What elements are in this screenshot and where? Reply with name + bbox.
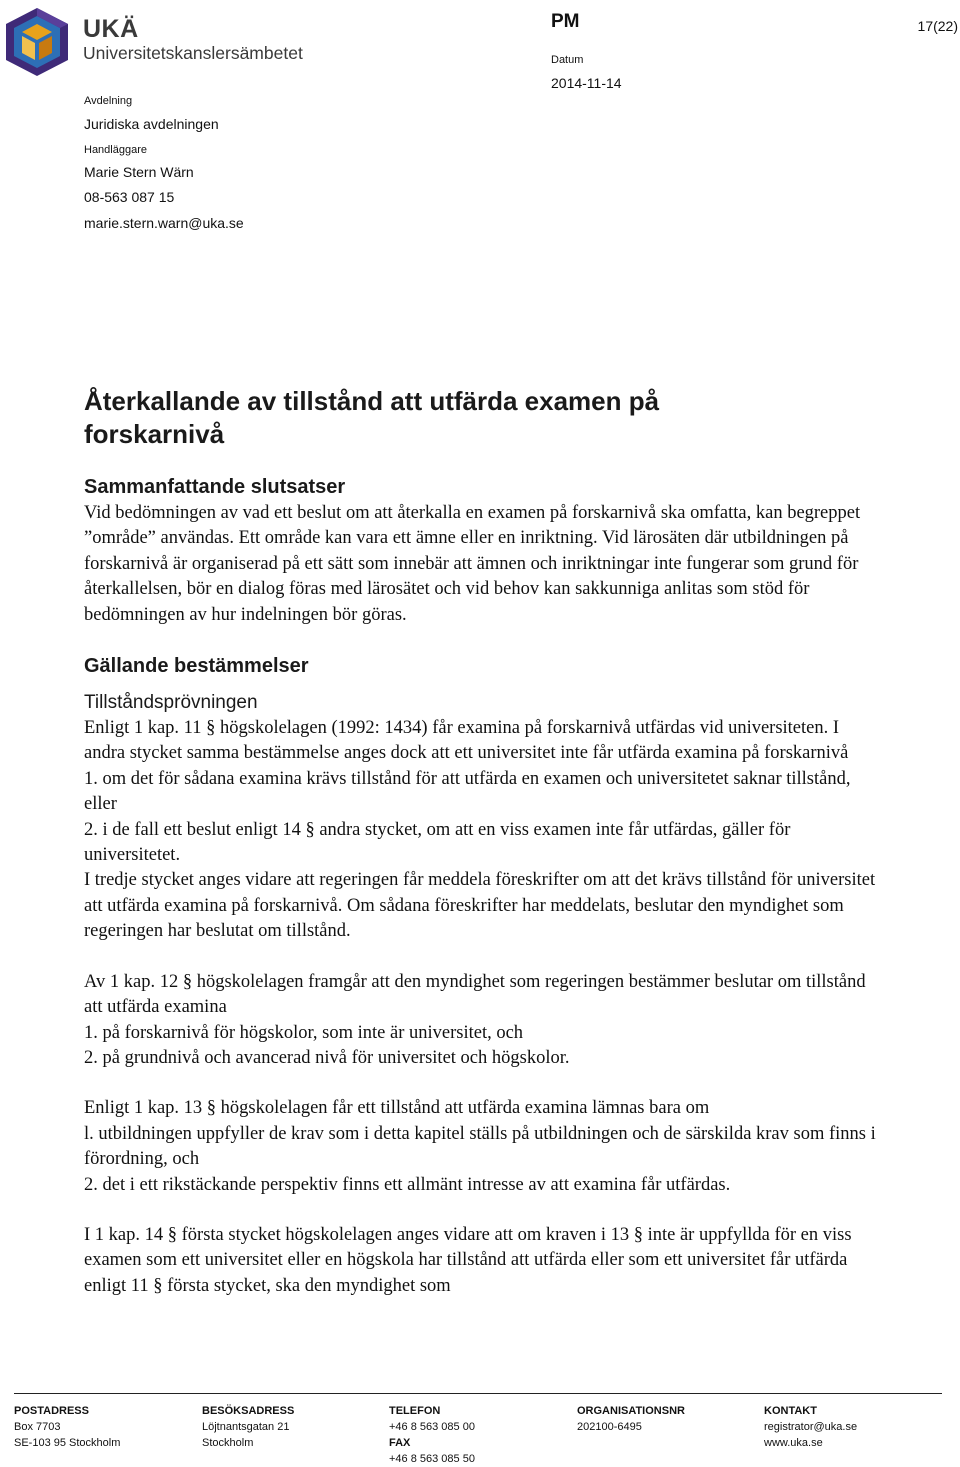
summary-text: Vid bedömningen av vad ett beslut om att återkalla en examen på forskarnivå ska omfatta, kan begreppet ”område” användas. Ett område kan vara ett ämne eller en inriktning. Vid lärosäten där utbildningen på forskarnivå är organiserad på ett sätt som innebär att ämnen och inriktningar inte fungerar som grund för återkallelsen, bör en dialog föras med lärosätet och vid behov kan sakkunniga anlitas som stöd för bedömningen av hur indelningen bör göras. xyxy=(84,503,861,625)
paragraph-line: Enligt 1 kap. 11 § högskolelagen (1992: 1434) får examina på forskarnivå utfärdas vid universiteten. I andra stycket samma bestämmelse anges dock att ett universitet inte får utfärda examina på forskarnivå xyxy=(84,718,849,764)
visit-line: Stockholm xyxy=(202,1437,254,1449)
handler-label: Handläggare xyxy=(84,144,147,156)
org-heading: ORGANISATIONSNR xyxy=(577,1405,685,1417)
contact-email-link[interactable]: registrator@uka.se xyxy=(764,1421,858,1433)
footer-org xyxy=(577,1403,685,1435)
contact-web-link[interactable]: www.uka.se xyxy=(764,1437,823,1449)
postal-line: SE-103 95 Stockholm xyxy=(14,1437,121,1449)
visit-heading: BESÖKSADRESS xyxy=(202,1405,295,1417)
brand-name: Universitetskanslersämbetet xyxy=(83,43,303,63)
paragraph-line: 2. det i ett rikstäckande perspektiv finns ett allmänt intresse av att examina får utfärdas. xyxy=(84,1174,731,1195)
footer-postal xyxy=(14,1403,120,1451)
footer-contact xyxy=(764,1403,857,1451)
permit-heading: Tillståndsprövningen xyxy=(84,692,258,714)
handler-phone: 08-563 087 15 xyxy=(84,189,175,205)
paragraph-line: 1. om det för sådana examina krävs tillstånd för att utfärda en examen och universitetet saknar tillstånd, eller xyxy=(84,768,851,815)
uka-logo-icon xyxy=(4,6,70,78)
paragraph-line: Enligt 1 kap. 13 § högskolelagen får ett tillstånd att utfärda examina lämnas bara om xyxy=(84,1098,710,1119)
brand-block xyxy=(83,16,303,63)
handler-name: Marie Stern Wärn xyxy=(84,164,194,180)
rules-heading: Gällande bestämmelser xyxy=(84,655,309,678)
paragraph-line: 1. på forskarnivå för högskolor, som inte är universitet, och xyxy=(84,1022,524,1043)
footer-visit xyxy=(202,1403,294,1451)
document-type: PM xyxy=(551,11,580,32)
document-body xyxy=(84,473,884,1299)
visit-line: Löjtnantsgatan 21 xyxy=(202,1421,290,1433)
date-label: Datum xyxy=(551,54,584,66)
department-value: Juridiska avdelningen xyxy=(84,116,219,132)
document-title: Återkallande av tillstånd att utfärda examen på forskarnivå xyxy=(84,386,660,449)
paragraph-line: 2. på grundnivå och avancerad nivå för universitet och högskolor. xyxy=(84,1047,570,1068)
paragraph-line: I tredje stycket anges vidare att regeringen får meddela föreskrifter om att det krävs tillstånd för universitet att utfärda examina på forskarnivå. Om sådana föreskrifter har meddelats, beslutar den myndighet som regeringen har beslutat om tillstånd. xyxy=(84,870,876,942)
brand-abbreviation: UKÄ xyxy=(83,15,139,43)
page-number: 17(22) xyxy=(917,18,958,34)
footer-divider xyxy=(14,1393,942,1394)
paragraph-line: I 1 kap. 14 § första stycket högskolelagen anges vidare att om kraven i 13 § inte är uppfyllda för en viss examen som ett universitet eller en högskola har tillstånd att utfärda eller som ett universitet får utfärda enligt 11 § första stycket, ska den myndighet som xyxy=(84,1224,852,1296)
paragraph-line: 2. i de fall ett beslut enligt 14 § andra stycket, om att en viss examen inte får utfärdas, gäller för universitetet. xyxy=(84,819,791,866)
phone-value: +46 8 563 085 00 xyxy=(389,1421,475,1433)
postal-heading: POSTADRESS xyxy=(14,1405,89,1417)
org-value: 202100-6495 xyxy=(577,1421,642,1433)
phone-heading: TELEFON xyxy=(389,1405,441,1417)
department-label: Avdelning xyxy=(84,95,133,107)
date-value: 2014-11-14 xyxy=(551,75,622,91)
fax-heading: FAX xyxy=(389,1437,411,1449)
summary-heading: Sammanfattande slutsatser xyxy=(84,476,346,498)
postal-line: Box 7703 xyxy=(14,1421,61,1433)
paragraph-line: l. utbildningen uppfyller de krav som i detta kapitel ställs på utbildningen och de särskilda krav som finns i förordning, och xyxy=(84,1123,876,1170)
paragraph-line: Av 1 kap. 12 § högskolelagen framgår att den myndighet som regeringen bestämmer beslutar om tillstånd att utfärda examina xyxy=(84,971,866,1018)
contact-heading: KONTAKT xyxy=(764,1405,817,1417)
footer-phone xyxy=(389,1403,475,1467)
fax-value: +46 8 563 085 50 xyxy=(389,1453,475,1465)
handler-email: marie.stern.warn@uka.se xyxy=(84,215,244,231)
